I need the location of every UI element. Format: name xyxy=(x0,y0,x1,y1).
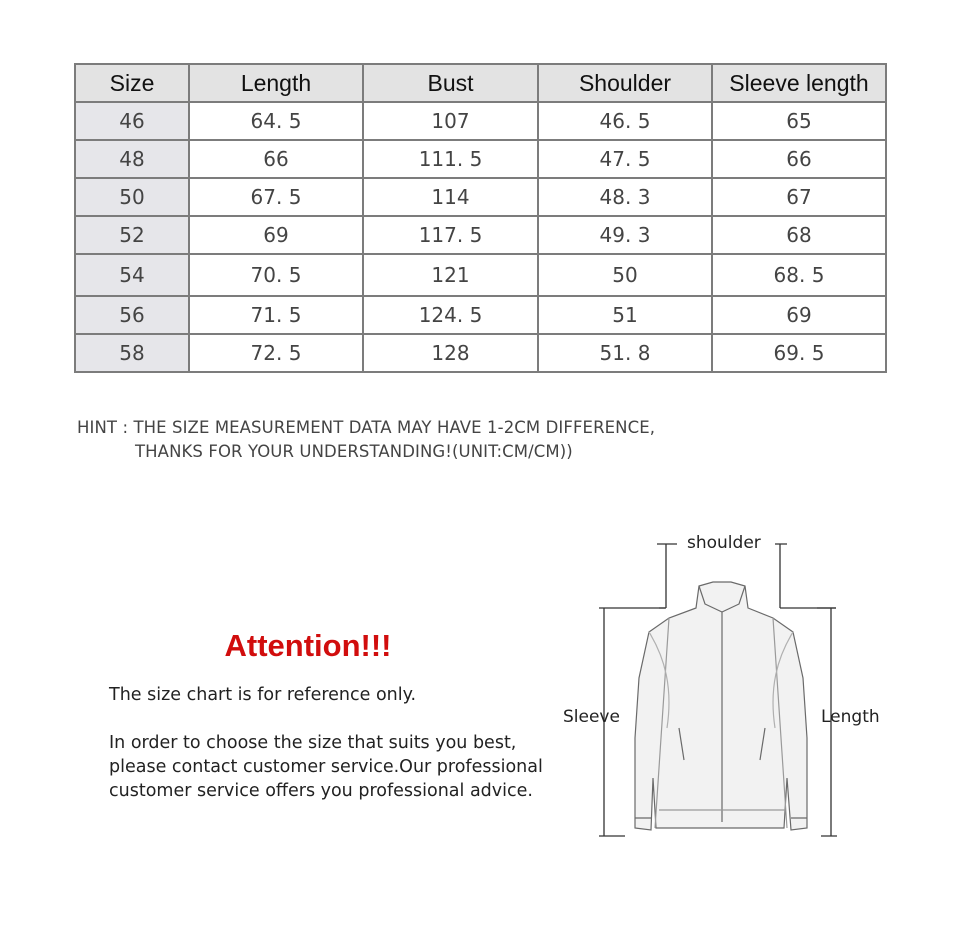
header-length: Length xyxy=(189,64,363,102)
bust-cell: 128 xyxy=(363,334,538,372)
shoulder-label: shoulder xyxy=(687,533,761,553)
length-cell: 66 xyxy=(189,140,363,178)
reference-note: The size chart is for reference only. xyxy=(109,685,417,705)
table-row xyxy=(75,334,886,372)
shoulder-cell: 51. 8 xyxy=(538,334,712,372)
table-row xyxy=(75,216,886,254)
sleeve-length-cell: 67 xyxy=(712,178,886,216)
advice-line-2: please contact customer service.Our professional xyxy=(109,757,543,777)
size-cell: 58 xyxy=(75,334,189,372)
shoulder-cell: 49. 3 xyxy=(538,216,712,254)
attention-title: Attention!!! xyxy=(224,628,392,663)
table-header-row xyxy=(75,64,886,102)
bust-cell: 121 xyxy=(363,254,538,296)
hint-line-1: HINT : THE SIZE MEASUREMENT DATA MAY HAVE 1-2CM DIFFERENCE, xyxy=(77,418,656,437)
length-cell: 67. 5 xyxy=(189,178,363,216)
bust-cell: 124. 5 xyxy=(363,296,538,334)
hint-line-2: THANKS FOR YOUR UNDERSTANDING!(UNIT:CM/CM)) xyxy=(135,442,573,461)
length-cell: 64. 5 xyxy=(189,102,363,140)
advice-line-3: customer service offers you professional advice. xyxy=(109,781,533,801)
shoulder-cell: 46. 5 xyxy=(538,102,712,140)
table-row xyxy=(75,178,886,216)
shoulder-guide-right xyxy=(775,544,787,608)
header-bust: Bust xyxy=(363,64,538,102)
shoulder-cell: 50 xyxy=(538,254,712,296)
header-shoulder: Shoulder xyxy=(538,64,712,102)
bust-cell: 111. 5 xyxy=(363,140,538,178)
shoulder-guide-left xyxy=(657,544,677,608)
length-cell: 72. 5 xyxy=(189,334,363,372)
sleeve-length-cell: 69 xyxy=(712,296,886,334)
bust-cell: 117. 5 xyxy=(363,216,538,254)
sleeve-length-cell: 68. 5 xyxy=(712,254,886,296)
length-cell: 69 xyxy=(189,216,363,254)
measurement-guides xyxy=(555,528,895,848)
size-cell: 56 xyxy=(75,296,189,334)
length-label: Length xyxy=(821,707,880,727)
size-cell: 50 xyxy=(75,178,189,216)
header-size: Size xyxy=(75,64,189,102)
shoulder-cell: 51 xyxy=(538,296,712,334)
advice-line-1: In order to choose the size that suits you best, xyxy=(109,733,517,753)
sleeve-length-cell: 68 xyxy=(712,216,886,254)
sleeve-label: Sleeve xyxy=(563,707,620,727)
table-row xyxy=(75,254,886,296)
size-cell: 46 xyxy=(75,102,189,140)
jacket-measurement-diagram xyxy=(555,528,895,848)
table-row xyxy=(75,296,886,334)
size-cell: 48 xyxy=(75,140,189,178)
size-table xyxy=(74,63,887,373)
header-sleeve-length: Sleeve length xyxy=(712,64,886,102)
table-row xyxy=(75,102,886,140)
shoulder-cell: 47. 5 xyxy=(538,140,712,178)
size-cell: 52 xyxy=(75,216,189,254)
sleeve-length-cell: 66 xyxy=(712,140,886,178)
table-row xyxy=(75,140,886,178)
sleeve-length-cell: 65 xyxy=(712,102,886,140)
sleeve-length-cell: 69. 5 xyxy=(712,334,886,372)
jacket-sketch-icon xyxy=(635,582,807,830)
length-cell: 71. 5 xyxy=(189,296,363,334)
bust-cell: 114 xyxy=(363,178,538,216)
length-cell: 70. 5 xyxy=(189,254,363,296)
bust-cell: 107 xyxy=(363,102,538,140)
size-cell: 54 xyxy=(75,254,189,296)
shoulder-cell: 48. 3 xyxy=(538,178,712,216)
